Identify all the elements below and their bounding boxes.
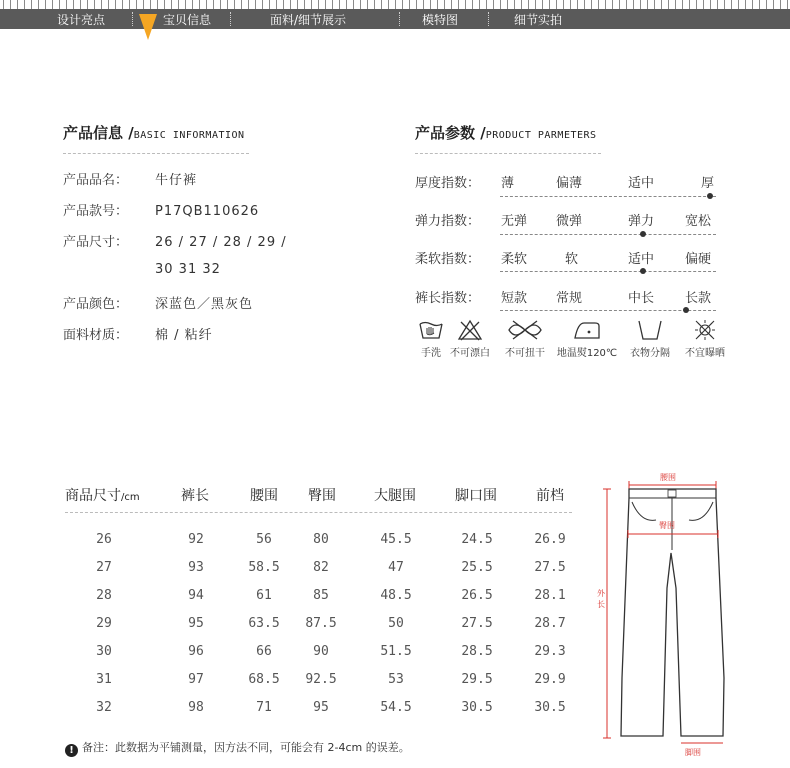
hand-wash-icon	[418, 318, 444, 342]
param-level: 宽松	[685, 214, 712, 229]
param-scale-line	[500, 271, 716, 272]
size-table-cell: 31	[96, 672, 112, 687]
param-level: 无弹	[501, 214, 528, 229]
param-level: 厚	[701, 176, 715, 191]
size-table-cell: 48.5	[380, 588, 412, 603]
size-table-cell: 26	[96, 532, 112, 547]
nav-item-fabric-details[interactable]: 面料/细节展示	[270, 13, 347, 27]
size-table-cell: 32	[96, 700, 112, 715]
param-selected-dot	[683, 307, 689, 313]
info-row-sizes: 产品尺寸： 26 / 27 / 28 / 29 /	[63, 235, 287, 250]
size-table-cell: 68.5	[248, 672, 280, 687]
diagram-length-label: 外长	[597, 589, 605, 609]
size-table-cell: 98	[188, 700, 204, 715]
care-separate-wash: 衣物分隔	[624, 318, 676, 359]
diagram-hip-label: 臀围	[659, 521, 675, 530]
size-table-cell: 93	[188, 560, 204, 575]
care-no-sun-dry: 不宜曝晒	[679, 318, 731, 359]
param-level: 柔软	[501, 252, 528, 267]
param-selected-dot	[640, 268, 646, 274]
size-table-cell: 87.5	[305, 616, 337, 631]
divider	[415, 153, 601, 154]
param-selected-dot	[707, 193, 713, 199]
size-table-cell: 53	[388, 672, 404, 687]
param-scale-line	[500, 234, 716, 235]
size-table-cell: 29	[96, 616, 112, 631]
nav-separator	[399, 12, 401, 26]
param-selected-dot	[640, 231, 646, 237]
divider	[65, 512, 572, 513]
size-table-cell: 61	[256, 588, 272, 603]
size-table-cell: 54.5	[380, 700, 412, 715]
size-table-header: 臀围	[308, 488, 336, 504]
product-info-title: 产品信息 /BASIC INFORMATION	[63, 124, 245, 142]
size-table-cell: 96	[188, 644, 204, 659]
size-table-cell: 27	[96, 560, 112, 575]
active-nav-marker	[139, 14, 157, 40]
size-table-cell: 28.7	[534, 616, 566, 631]
size-table-cell: 95	[188, 616, 204, 631]
info-row-name: 产品品名： 牛仔裤	[63, 173, 198, 188]
size-table-header: 裤长	[181, 488, 209, 504]
diagram-hem-label: 脚围	[685, 748, 701, 757]
nav-separator	[230, 12, 232, 26]
nav-separator	[132, 12, 134, 26]
size-table-cell: 26.9	[534, 532, 566, 547]
size-table-cell: 95	[313, 700, 329, 715]
size-table-cell: 63.5	[248, 616, 280, 631]
size-table-cell: 85	[313, 588, 329, 603]
size-table-cell: 90	[313, 644, 329, 659]
param-level: 常规	[556, 291, 583, 306]
no-wring-icon	[505, 318, 545, 342]
size-table-cell: 25.5	[461, 560, 493, 575]
param-level: 短款	[501, 291, 528, 306]
measurement-note: ! 备注：此数据为平铺测量，因方法不同，可能会有 2-4cm 的误差。	[65, 739, 410, 757]
care-low-iron: 地温熨120℃	[555, 318, 619, 359]
size-table-cell: 30.5	[534, 700, 566, 715]
pants-measure-diagram	[596, 468, 746, 758]
size-table-cell: 47	[388, 560, 404, 575]
param-level: 适中	[628, 252, 655, 267]
nav-item-product-info[interactable]: 宝贝信息	[163, 13, 212, 27]
size-table-cell: 27.5	[461, 616, 493, 631]
size-table-cell: 58.5	[248, 560, 280, 575]
nav-item-real-details[interactable]: 细节实拍	[514, 13, 563, 27]
size-table-cell: 82	[313, 560, 329, 575]
size-table-cell: 27.5	[534, 560, 566, 575]
size-table-cell: 28.1	[534, 588, 566, 603]
size-table-header: 腰围	[250, 488, 278, 504]
param-level: 偏薄	[556, 176, 583, 191]
divider	[63, 153, 249, 154]
size-table-cell: 97	[188, 672, 204, 687]
size-table-header-size: 商品尺寸/cm	[65, 488, 140, 504]
top-nav-bar	[0, 9, 790, 29]
param-level: 适中	[628, 176, 655, 191]
nav-item-highlights[interactable]: 设计亮点	[57, 13, 106, 27]
param-scale-line	[500, 196, 716, 197]
size-table-cell: 92	[188, 532, 204, 547]
size-table-cell: 30	[96, 644, 112, 659]
info-row-colors: 产品颜色： 深蓝色／黑灰色	[63, 297, 254, 312]
param-level: 中长	[628, 291, 655, 306]
size-table-header: 大腿围	[374, 488, 416, 504]
no-bleach-icon	[457, 318, 483, 342]
size-table-cell: 94	[188, 588, 204, 603]
size-table-cell: 26.5	[461, 588, 493, 603]
size-table-header: 脚口围	[455, 488, 497, 504]
warning-icon: !	[65, 744, 78, 757]
size-table-header: 前档	[536, 488, 564, 504]
size-table-cell: 29.9	[534, 672, 566, 687]
info-row-sizes-cont: 30 31 32	[155, 262, 221, 277]
size-table-cell: 50	[388, 616, 404, 631]
product-params-title: 产品参数 /PRODUCT PARMETERS	[415, 124, 597, 142]
size-table-cell: 28	[96, 588, 112, 603]
size-table-cell: 29.5	[461, 672, 493, 687]
size-table-cell: 45.5	[380, 532, 412, 547]
no-sun-dry-icon	[692, 318, 718, 342]
info-row-material: 面料材质： 棉 / 粘纤	[63, 328, 213, 343]
size-table-cell: 80	[313, 532, 329, 547]
care-no-wring: 不可扭干	[500, 318, 550, 359]
param-level: 弹力	[628, 214, 655, 229]
param-level: 软	[565, 252, 579, 267]
size-table-cell: 66	[256, 644, 272, 659]
size-table-cell: 29.3	[534, 644, 566, 659]
care-no-bleach: 不可漂白	[444, 318, 496, 359]
size-table-cell: 24.5	[461, 532, 493, 547]
param-level: 薄	[501, 176, 515, 191]
nav-separator	[488, 12, 490, 26]
care-hand-wash: 手洗	[410, 318, 452, 359]
diagram-waist-label: 腰围	[660, 473, 676, 482]
size-table-cell: 56	[256, 532, 272, 547]
param-level: 长款	[685, 291, 712, 306]
size-table-cell: 30.5	[461, 700, 493, 715]
param-level: 偏硬	[685, 252, 712, 267]
size-table-cell: 28.5	[461, 644, 493, 659]
size-table-cell: 71	[256, 700, 272, 715]
info-row-style-number: 产品款号： P17QB110626	[63, 204, 260, 219]
size-table-cell: 92.5	[305, 672, 337, 687]
separate-wash-icon	[635, 318, 665, 342]
size-table-cell: 51.5	[380, 644, 412, 659]
nav-item-model-photos[interactable]: 模特图	[422, 13, 459, 27]
param-level: 微弹	[556, 214, 583, 229]
low-iron-icon	[570, 318, 604, 342]
